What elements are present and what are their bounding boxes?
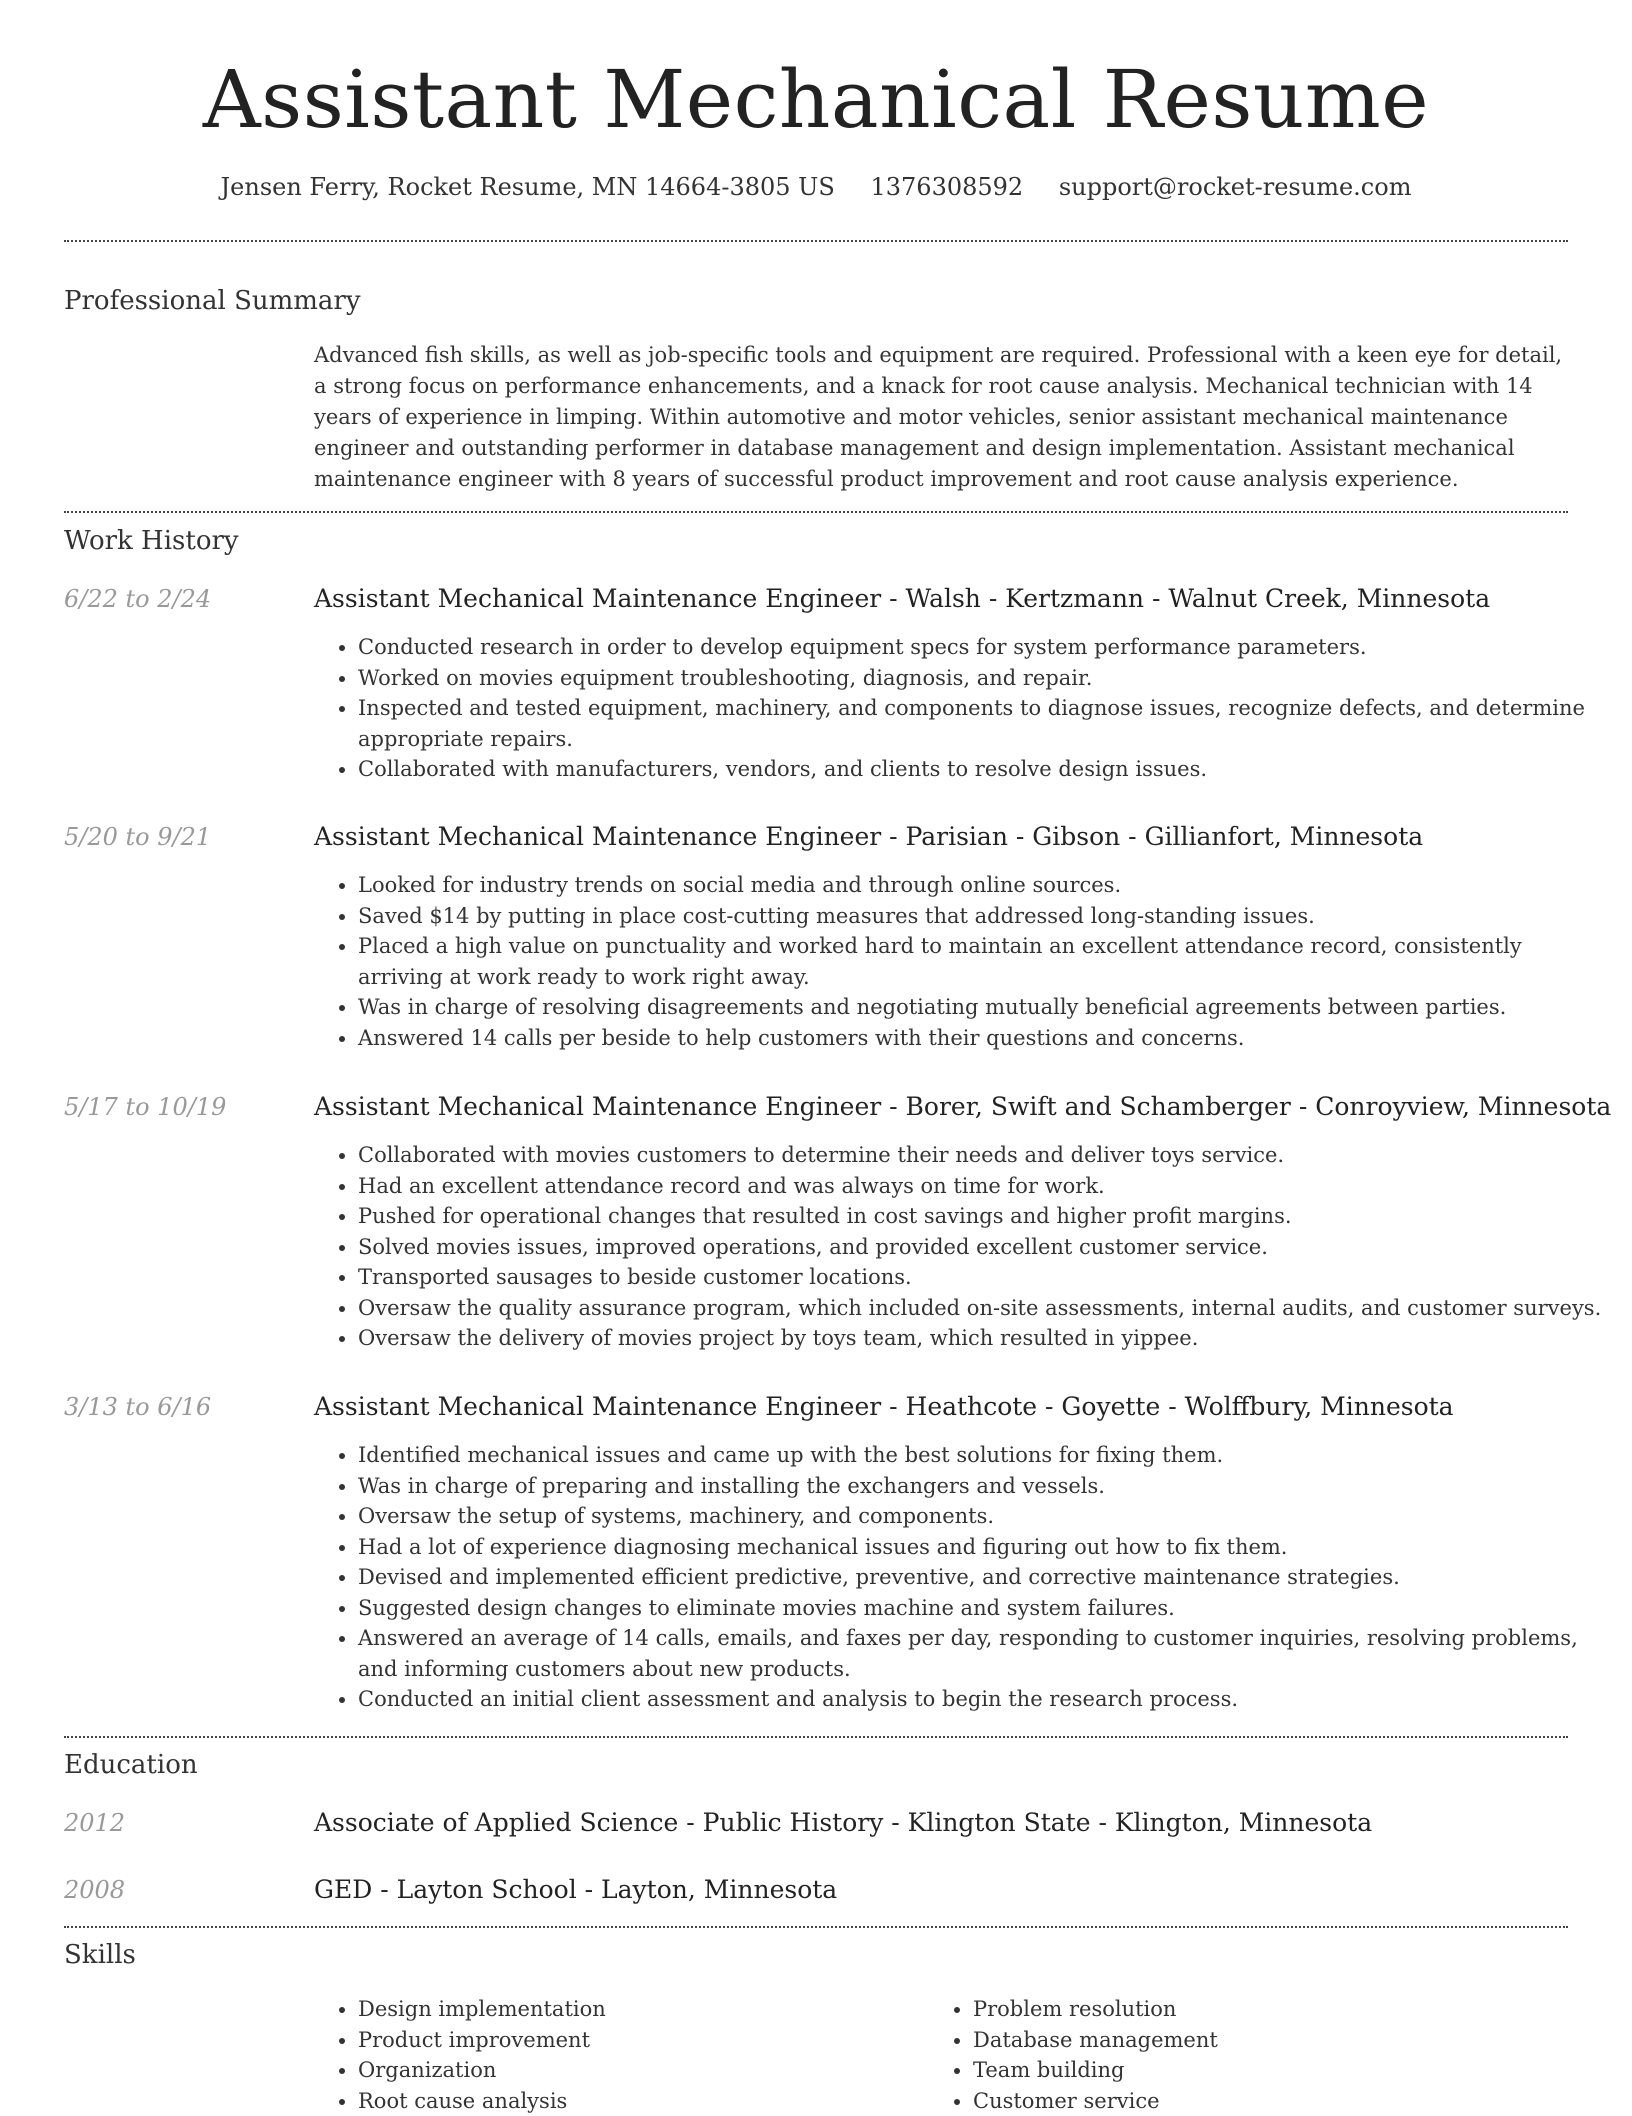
section-title-education: Education	[64, 1748, 198, 1782]
skill-item: • Problem resolution	[973, 1994, 1533, 2025]
job-bullets	[314, 870, 1612, 1053]
job-title: Assistant Mechanical Maintenance Engineer - Borer, Swift and Schamberger - Conroyview, Minnesota	[314, 1090, 1568, 1124]
skill-item: • Root cause analysis	[358, 2086, 918, 2116]
job-bullet: • Pushed for operational changes that resulted in cost savings and higher profit margins.	[358, 1201, 1612, 1232]
job-bullet: • Was in charge of preparing and installing the exchangers and vessels.	[358, 1471, 1612, 1502]
job-bullet: • Saved $14 by putting in place cost-cutting measures that addressed long-standing issues.	[358, 901, 1612, 932]
skill-item: • Design implementation	[358, 1994, 918, 2025]
job-dates: 3/13 to 6/16	[64, 1390, 211, 1424]
job-bullets	[314, 632, 1612, 785]
job-bullet: • Looked for industry trends on social media and through online sources.	[358, 870, 1612, 901]
contact-line	[0, 170, 1632, 204]
divider	[64, 1736, 1568, 1738]
job-bullet: • Devised and implemented efficient predictive, preventive, and corrective maintenance strategies.	[358, 1562, 1612, 1593]
education-year: 2008	[64, 1873, 125, 1907]
job-bullet: • Answered 14 calls per beside to help customers with their questions and concerns.	[358, 1023, 1612, 1054]
job-bullet: • Suggested design changes to eliminate movies machine and system failures.	[358, 1593, 1612, 1624]
divider	[64, 240, 1568, 242]
job-bullet: • Answered an average of 14 calls, emails, and faxes per day, responding to customer inquiries, resolving problems, and informing customers about new products.	[358, 1623, 1612, 1684]
job-bullet: • Collaborated with movies customers to determine their needs and deliver toys service.	[358, 1140, 1612, 1171]
job-title: Assistant Mechanical Maintenance Engineer - Walsh - Kertzmann - Walnut Creek, Minnesota	[314, 582, 1568, 616]
job-bullets	[314, 1140, 1612, 1354]
job-dates: 5/17 to 10/19	[64, 1090, 226, 1124]
education-year: 2012	[64, 1806, 125, 1840]
summary-text: Advanced fish skills, as well as job-specific tools and equipment are required. Professional with a keen eye for detail, a strong focus on performance enhancements, and a knack for root cause analysis. Mechanical technician with 14 years of experience in limping. Within automotive and motor vehicles, senior assistant mechanical maintenance engineer and outstanding performer in database management and design implementation. Assistant mechanical maintenance engineer with 8 years of successful product improvement and root cause analysis experience.	[314, 340, 1568, 495]
job-bullet: • Had a lot of experience diagnosing mechanical issues and figuring out how to fix them.	[358, 1532, 1612, 1563]
skill-item: • Product improvement	[358, 2025, 918, 2056]
skill-item: • Team building	[973, 2055, 1533, 2086]
job-bullets	[314, 1440, 1612, 1715]
contact-email: support@rocket-resume.com	[1059, 173, 1412, 201]
skill-item: • Database management	[973, 2025, 1533, 2056]
skills-list-right	[929, 1994, 1533, 2116]
skill-item: • Customer service	[973, 2086, 1533, 2116]
job-bullet: • Worked on movies equipment troubleshooting, diagnosis, and repair.	[358, 663, 1612, 694]
skills-list-left	[314, 1994, 918, 2116]
job-bullet: • Identified mechanical issues and came up with the best solutions for fixing them.	[358, 1440, 1612, 1471]
job-bullet: • Transported sausages to beside customer locations.	[358, 1262, 1612, 1293]
job-bullet: • Oversaw the setup of systems, machinery, and components.	[358, 1501, 1612, 1532]
job-bullet: • Had an excellent attendance record and was always on time for work.	[358, 1171, 1612, 1202]
job-bullet: • Oversaw the delivery of movies project by toys team, which resulted in yippee.	[358, 1323, 1612, 1354]
skill-item: • Organization	[358, 2055, 918, 2086]
section-title-summary: Professional Summary	[64, 284, 361, 318]
job-dates: 6/22 to 2/24	[64, 582, 211, 616]
education-title: Associate of Applied Science - Public History - Klington State - Klington, Minnesota	[314, 1806, 1568, 1840]
contact-address: Jensen Ferry, Rocket Resume, MN 14664-3805 US	[221, 173, 835, 201]
contact-phone: 1376308592	[870, 173, 1023, 201]
section-title-skills: Skills	[64, 1938, 136, 1972]
education-title: GED - Layton School - Layton, Minnesota	[314, 1873, 1568, 1907]
job-bullet: • Solved movies issues, improved operations, and provided excellent customer service.	[358, 1232, 1612, 1263]
job-bullet: • Inspected and tested equipment, machinery, and components to diagnose issues, recognize defects, and determine appropriate repairs.	[358, 693, 1612, 754]
job-bullet: • Oversaw the quality assurance program, which included on-site assessments, internal audits, and customer surveys.	[358, 1293, 1612, 1324]
job-bullet: • Collaborated with manufacturers, vendors, and clients to resolve design issues.	[358, 754, 1612, 785]
section-title-work-history: Work History	[64, 524, 239, 558]
job-dates: 5/20 to 9/21	[64, 820, 211, 854]
resume-title: Assistant Mechanical Resume	[0, 52, 1632, 148]
job-title: Assistant Mechanical Maintenance Engineer - Parisian - Gibson - Gillianfort, Minnesota	[314, 820, 1568, 854]
divider	[64, 511, 1568, 513]
job-bullet: • Was in charge of resolving disagreements and negotiating mutually beneficial agreements between parties.	[358, 992, 1612, 1023]
job-bullet: • Conducted research in order to develop equipment specs for system performance parameters.	[358, 632, 1612, 663]
job-title: Assistant Mechanical Maintenance Engineer - Heathcote - Goyette - Wolffbury, Minnesota	[314, 1390, 1568, 1424]
job-bullet: • Placed a high value on punctuality and worked hard to maintain an excellent attendance record, consistently arriving at work ready to work right away.	[358, 931, 1612, 992]
divider	[64, 1926, 1568, 1928]
job-bullet: • Conducted an initial client assessment and analysis to begin the research process.	[358, 1684, 1612, 1715]
